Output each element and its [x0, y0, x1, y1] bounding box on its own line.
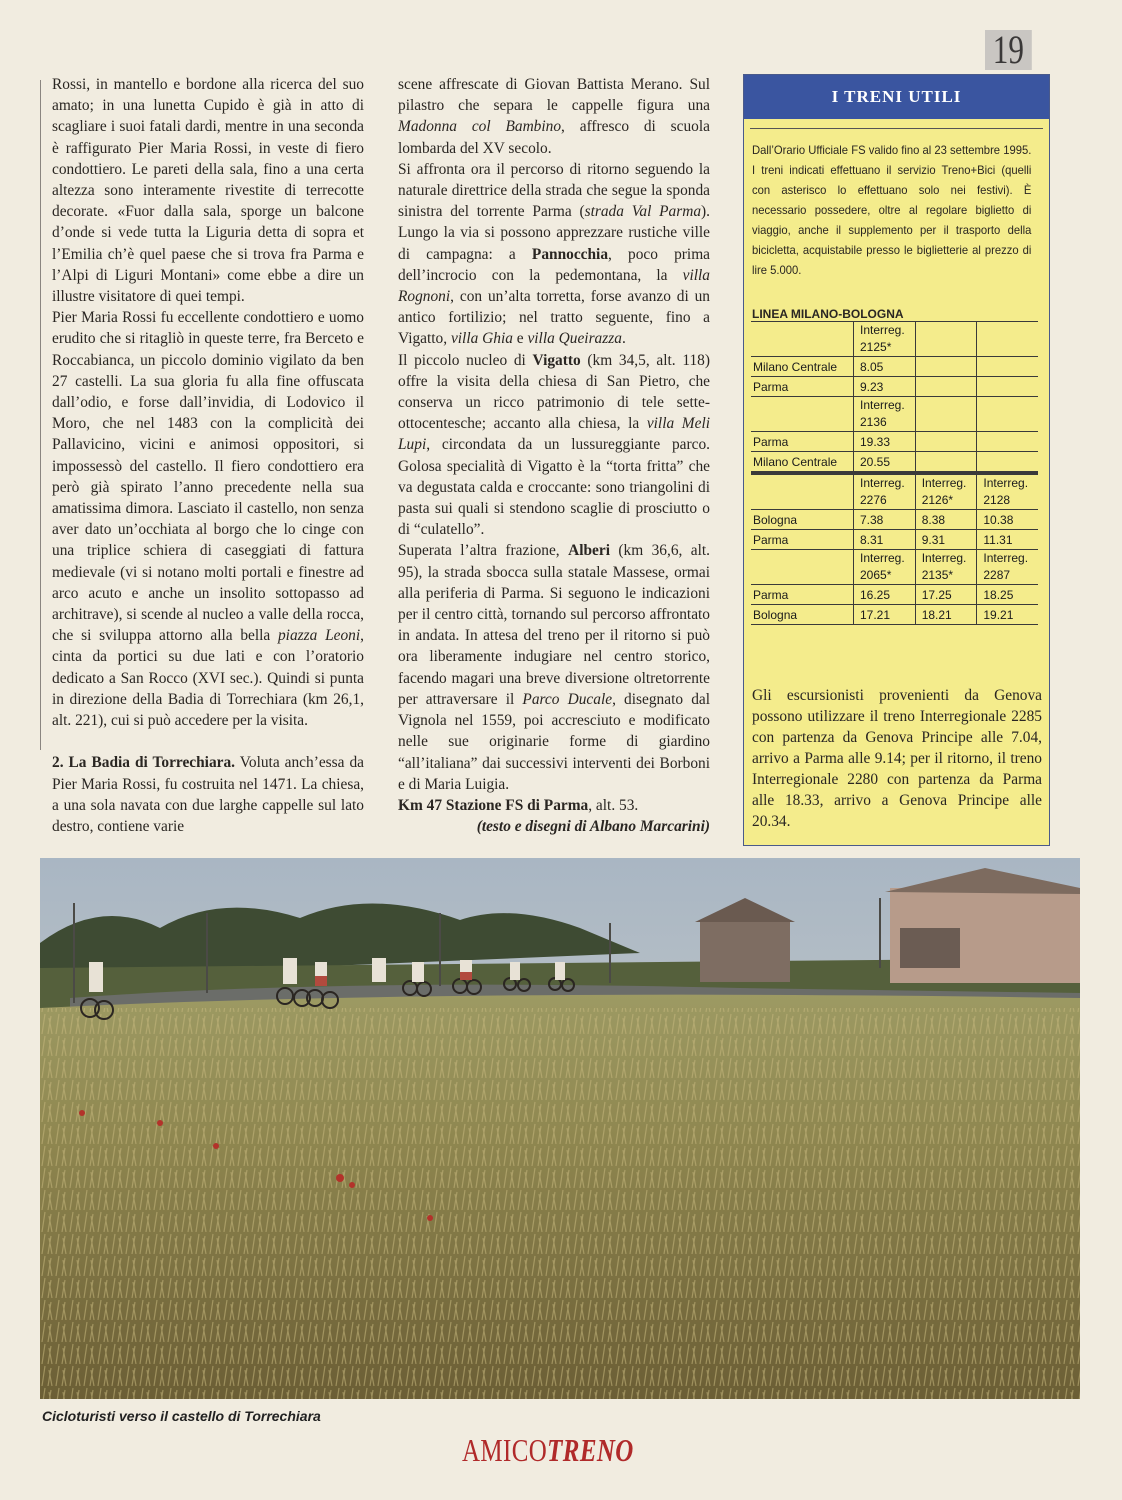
line-title: LINEA MILANO-BOLOGNA	[752, 307, 904, 321]
time-cell	[977, 322, 1038, 340]
time-cell: Interreg.	[854, 550, 916, 568]
time-cell: 2276	[854, 492, 916, 510]
timetable-row	[751, 339, 1038, 357]
time-cell: Interreg.	[854, 473, 916, 492]
time-cell: Interreg.	[915, 550, 977, 568]
time-cell: 8.05	[854, 357, 916, 377]
station-cell	[751, 550, 854, 568]
time-cell: 2128	[977, 492, 1038, 510]
timetable-row	[751, 414, 1038, 432]
time-cell: 2065*	[854, 567, 916, 585]
station-cell	[751, 322, 854, 340]
paragraph: Rossi, in mantello e bordone alla ricerca del suo amato; in una lunetta Cupido è già in atto di scagliare i suoi fatali dardi, mentre in una seconda è raffigurato Pier Maria Rossi, in veste di fiero condottiero. Le pareti della sala, fino a una certa altezza sono interamente rivestite di terrecotte decorate. «Fuor dalla sala, sporge un balcone d’onde si vede tutta la Liguria detta di sopra et l’Emilia ch’è quel paese che si trova fra Parma e l’Alpi di Liguri Montani» come ebbe a dire un illustre visitatore di quei tempi.	[52, 76, 364, 306]
sidebar-outro: Gli escursionisti provenienti da Genova possono utilizzare il treno Interregionale 2285 con partenza da Genova Principe alle 7.04, arrivo a Parma alle 9.14; per il ritorno, il treno Interregionale 2280 con partenza da Parma alle 18.33, arrivo a Genova Principe alle 20.34.	[752, 687, 1042, 830]
station-cell	[751, 492, 854, 510]
time-cell: 17.21	[854, 605, 916, 625]
article-column-1	[52, 74, 364, 837]
time-cell	[977, 357, 1038, 377]
paragraph: Si affronta ora il percorso di ritorno seguendo la naturale direttrice della strada che segue la sponda sinistra del torrente Parma (strada Val Parma). Lungo la via si possono apprezzare rustiche ville di campagna: a Pannocchia, poco prima dell’incrocio con la pedemontana, la villa Rognoni, con un’alta torretta, forse avanzo di un antico fortilizio; nel tratto seguente, fino a Vigatto, villa Ghia e villa Queirazza.	[398, 160, 710, 348]
time-cell	[915, 322, 977, 340]
time-cell: 18.21	[915, 605, 977, 625]
station-cell: Parma	[751, 585, 854, 605]
trains-sidebar	[743, 74, 1050, 846]
photo-caption: Cicloturisti verso il castello di Torrechiara	[42, 1408, 321, 1424]
timetable-row	[751, 397, 1038, 415]
time-cell: 9.31	[915, 530, 977, 550]
time-cell	[977, 432, 1038, 452]
timetable-row	[751, 492, 1038, 510]
time-cell: 2287	[977, 567, 1038, 585]
timetable-row	[751, 510, 1038, 530]
sidebar-intro: Dall’Orario Ufficiale FS valido fino al 23 settembre 1995. I treni indicati effettuano il servizio Treno+Bici (quelli con asterisco lo effettuano solo nei festivi). È necessario possedere, oltre al regolare biglietto di viaggio, anche il supplemento per il trasporto della bicicletta, acquistabile presso le biglietterie al prezzo di lire 5.000.	[752, 144, 1032, 277]
paragraph: scene affrescate di Giovan Battista Merano. Sul pilastro che separa le cappelle figura una Madonna col Bambino, affresco di scuola lombarda del XV secolo.	[398, 76, 710, 157]
paragraph: Superata l’altra frazione, Alberi (km 36,6, alt. 95), la strada sbocca sulla statale Massese, ormai alla periferia di Parma. Si seguono le indicazioni per il centro città, tornando sul percorso affrontato in andata. In attesa del treno per il ritorno si può ora liberamente indugiare nel centro storico, facendo magari una breve diversione oltretorrente per attraversare il Parco Ducale, disegnato dal Vignola nel 1559, poi accresciuto e modificato nelle sue originarie forme di giardino “all’italiana” dai successivi interventi dei Borboni e di Maria Luigia.	[398, 542, 710, 793]
time-cell	[915, 414, 977, 432]
time-cell: 2126*	[915, 492, 977, 510]
time-cell: Interreg.	[915, 473, 977, 492]
station-cell: Milano Centrale	[751, 357, 854, 377]
cyclists-photo	[40, 858, 1080, 1399]
station-cell: Parma	[751, 432, 854, 452]
station-cell: Parma	[751, 377, 854, 397]
timetable-row	[751, 357, 1038, 377]
time-cell	[977, 377, 1038, 397]
section-paragraph: 2. La Badia di Torrechiara. Voluta anch’essa da Pier Maria Rossi, fu costruita nel 1471. La chiesa, a una sola navata con due larghe cappelle sul lato destro, contiene varie	[52, 754, 364, 835]
article-column-2	[398, 74, 710, 837]
time-cell: 8.38	[915, 510, 977, 530]
station-cell	[751, 473, 854, 492]
sidebar-title: I TRENI UTILI	[744, 75, 1049, 119]
timetable-row	[751, 585, 1038, 605]
station-cell: Bologna	[751, 605, 854, 625]
paragraph: Km 47 Stazione FS di Parma, alt. 53.	[398, 796, 639, 814]
time-cell: 20.55	[854, 452, 916, 474]
timetable-row	[751, 322, 1038, 340]
column-rule	[40, 80, 41, 750]
time-cell: 7.38	[854, 510, 916, 530]
time-cell: 18.25	[977, 585, 1038, 605]
time-cell	[915, 452, 977, 474]
time-cell: 2125*	[854, 339, 916, 357]
time-cell	[977, 339, 1038, 357]
time-cell	[915, 357, 977, 377]
magazine-logo: AMICOTRENO	[462, 1432, 634, 1468]
station-cell	[751, 567, 854, 585]
paragraph: Pier Maria Rossi fu eccellente condottiero e uomo erudito che si ritagliò in queste terre, fra Berceto e Roccabianca, un piccolo dominio vigilato da ben 27 castelli. La sua gloria fu alla fine offuscata dall’odio, e forse dall’invidia, di Lodovico il Moro, che nel 1483 con la complicità dei Pallavicino, vicini e animosi oppositori, si impossessò del castello. Il fiero condottiero era però già spirato l’anno precedente nella sua amatissima dimora. Lasciato il castello, non senza aver dato un’occhiata al borgo che lo cinge con una triplice schiera di caseggiati di fattura medievale (vi si notano molti portali e finestre ad arco acuto e anche un insolito sottopasso ad architrave), si scende al nucleo a valle della rocca, che si sviluppa attorno alla bella piazza Leoni, cinta da portici su due lati e con l’oratorio dedicato a San Rocco (XVI sec.). Quindi si punta in direzione della Badia di Torrechiara (km 26,1, alt. 221), cui si può accedere per la visita.	[52, 309, 364, 730]
time-cell: Interreg.	[977, 550, 1038, 568]
time-cell: 17.25	[915, 585, 977, 605]
time-cell: 19.33	[854, 432, 916, 452]
landscape-illustration	[40, 858, 1080, 1399]
timetable-row	[751, 432, 1038, 452]
author-credit: (testo e disegni di Albano Marcarini)	[476, 818, 710, 836]
time-cell	[915, 397, 977, 415]
time-cell: Interreg.	[854, 322, 916, 340]
time-cell	[977, 452, 1038, 474]
time-cell: 19.21	[977, 605, 1038, 625]
time-cell: 8.31	[854, 530, 916, 550]
time-cell: 2135*	[915, 567, 977, 585]
time-cell: 16.25	[854, 585, 916, 605]
time-cell	[977, 397, 1038, 415]
timetable-row	[751, 377, 1038, 397]
paragraph: Il piccolo nucleo di Vigatto (km 34,5, alt. 118) offre la visita della chiesa di San Pietro, che conserva un ricco patrimonio di tele sette-ottocentesche; accanto alla chiesa, la villa Meli Lupi, circondata da un lussureggiante parco. Golosa specialità di Vigatto è la “torta fritta” che va degustata calda e croccante: sono triangolini di pasta sui quali si stendono scaglie di prosciutto o di “culatello”.	[398, 351, 711, 539]
timetable-row	[751, 473, 1038, 492]
station-cell	[751, 339, 854, 357]
station-cell: Bologna	[751, 510, 854, 530]
timetable-row	[751, 567, 1038, 585]
section-heading: 2. La Badia di Torrechiara.	[52, 754, 236, 772]
timetable-row	[751, 530, 1038, 550]
time-cell	[915, 377, 977, 397]
divider	[750, 128, 1043, 129]
station-cell: Milano Centrale	[751, 452, 854, 474]
timetable-row	[751, 550, 1038, 568]
time-cell	[915, 339, 977, 357]
time-cell: Interreg.	[854, 397, 916, 415]
page-number: 19	[985, 30, 1032, 70]
time-cell: 11.31	[977, 530, 1038, 550]
time-cell: 9.23	[854, 377, 916, 397]
timetable-row	[751, 605, 1038, 625]
time-cell	[977, 414, 1038, 432]
time-cell: Interreg.	[977, 473, 1038, 492]
time-cell	[915, 432, 977, 452]
time-cell: 10.38	[977, 510, 1038, 530]
timetable-row	[751, 452, 1038, 474]
station-cell: Parma	[751, 530, 854, 550]
station-cell	[751, 397, 854, 415]
timetable	[751, 321, 1038, 625]
station-cell	[751, 414, 854, 432]
time-cell: 2136	[854, 414, 916, 432]
